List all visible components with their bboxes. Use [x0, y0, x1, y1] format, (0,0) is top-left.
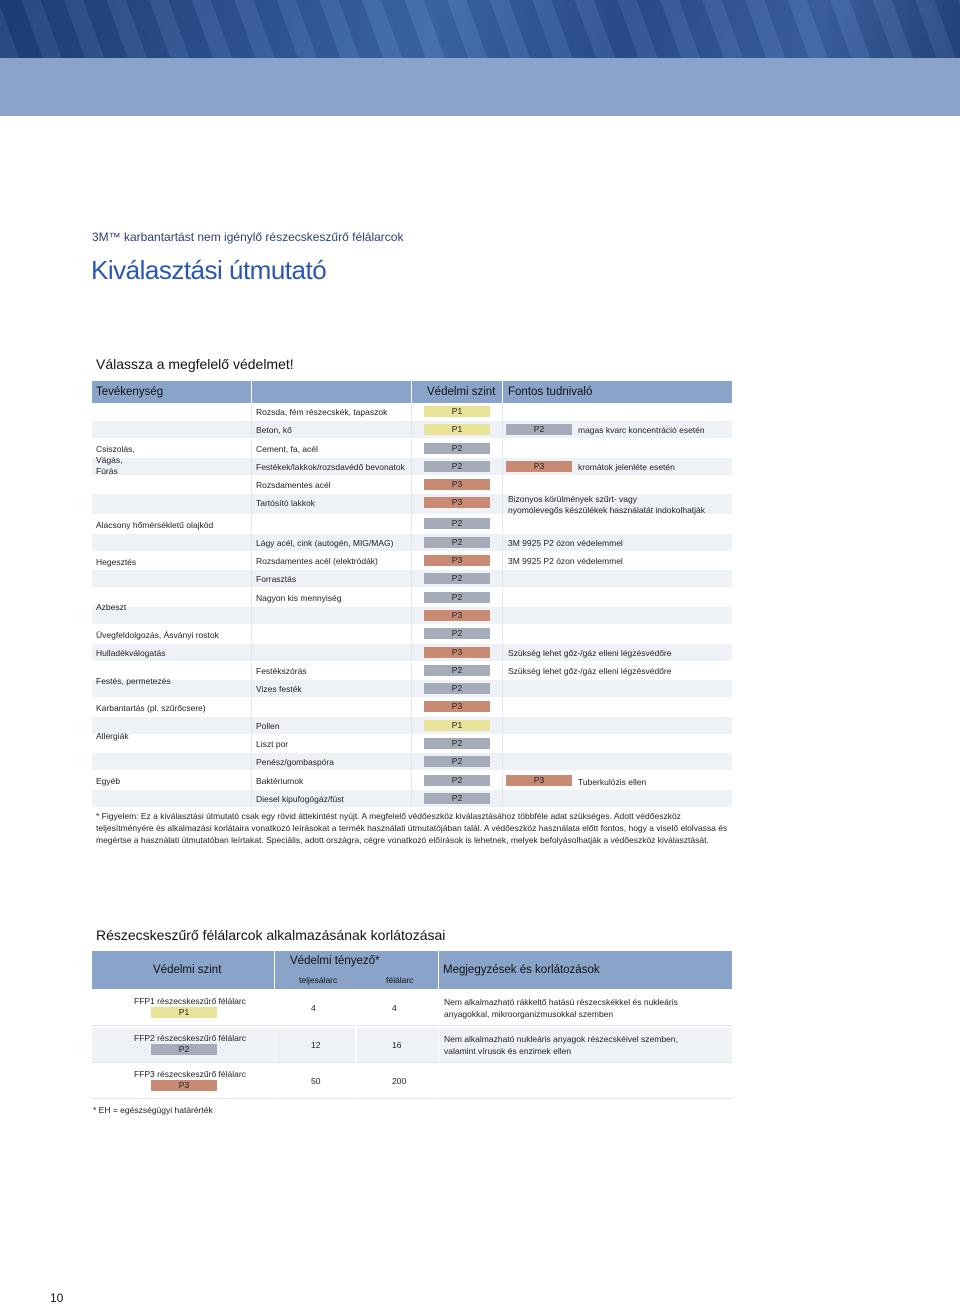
row-level-badge: P3 — [424, 479, 490, 490]
row-level-badge: P2 — [424, 738, 490, 749]
limits-col-factor: Védelmi tényező* — [290, 955, 380, 967]
row-sub-activity: Cement, fa, acél — [256, 444, 318, 454]
row-sub-activity: Vizes festék — [256, 684, 302, 694]
row-level-badge: P3 — [424, 647, 490, 658]
limits-col-full: teljesálarc — [299, 975, 338, 985]
limits-footnote: * EH = egészségügyi határérték — [93, 1105, 213, 1115]
row-level-badge: P2 — [424, 628, 490, 639]
row-info: magas kvarc koncentráció esetén — [578, 425, 705, 435]
row-level-badge: P1 — [424, 720, 490, 731]
selection-row-bg — [92, 534, 732, 551]
row-level-badge: P2 — [424, 775, 490, 786]
limits-header-factor — [275, 951, 438, 989]
row-sub-activity: Tartósító lakkok — [256, 498, 316, 508]
row-info: Szükség lehet gőz-/gáz elleni légzésvédőre — [508, 666, 672, 676]
row-sub-activity: Festékszórás — [256, 666, 307, 676]
row-sub-activity: Pollen — [256, 721, 280, 731]
row-info: 3M 9925 P2 ózon védelemmel — [508, 538, 623, 548]
selection-row-bg — [92, 440, 732, 457]
row-info: Tuberkulózis ellen — [578, 777, 647, 787]
row-level-badge: P2 — [424, 443, 490, 454]
limits-row-full: 50 — [311, 1076, 321, 1086]
header-color-band — [0, 58, 960, 116]
row-level-badge: P2 — [424, 756, 490, 767]
row-info: kromátok jelenléte esetén — [578, 462, 675, 472]
selection-row-bg — [92, 680, 732, 697]
page-number: 10 — [50, 1291, 64, 1304]
row-level-badge: P3 — [424, 610, 490, 621]
limits-cell-bg — [357, 991, 438, 1026]
limits-row-half: 4 — [392, 1003, 397, 1013]
header-photo-band — [0, 0, 960, 58]
row-sub-activity: Baktériumok — [256, 776, 304, 786]
group-lowtemp-oil: Alacsony hőmérsékletű olajköd — [96, 520, 214, 530]
limits-row-full: 12 — [311, 1040, 321, 1050]
limits-row-half: 16 — [392, 1040, 402, 1050]
limits-row-notes: Nem alkalmazható nukleáris anyagok részecskéivel szemben, valamint vírusok és enzimek ellen — [444, 1034, 678, 1056]
col-info: Fontos tudnivaló — [508, 386, 593, 398]
group-maintenance: Karbantartás (pl. szűrőcsere) — [96, 703, 206, 713]
row-level-badge: P2 — [424, 537, 490, 548]
group-painting: Festés, permetezés — [96, 676, 171, 686]
group-other: Egyéb — [96, 776, 121, 786]
row-sub-activity: Festékek/lakkok/rozsdavédő bevonatok — [256, 462, 405, 472]
row-level-badge: P3 — [424, 701, 490, 712]
selection-row-bg — [92, 552, 732, 569]
selection-row-bg — [92, 570, 732, 587]
limits-col-half: félálarc — [386, 975, 414, 985]
selection-row-bg — [92, 589, 732, 606]
limits-heading: Részecskeszűrő félálarcok alkalmazásának korlátozásai — [96, 927, 446, 943]
row-info-level-badge: P3 — [506, 775, 572, 786]
limits-row-half: 200 — [392, 1076, 407, 1086]
row-info: Bizonyos körülmények szűrt- vagy nyomólevegős készülékek használatát indokolhatják — [508, 494, 706, 515]
selection-row-bg — [92, 735, 732, 752]
row-level-badge: P2 — [424, 461, 490, 472]
limits-row-name: FFP3 részecskeszűrő félálarc — [134, 1069, 246, 1079]
selection-table-header — [92, 381, 732, 403]
selection-row-bg — [92, 753, 732, 770]
limits-header-level — [92, 951, 274, 989]
row-level-badge: P2 — [424, 518, 490, 529]
limits-col-level: Védelmi szint — [153, 964, 222, 976]
row-sub-activity: Lágy acél, cink (autogén, MIG/MAG) — [256, 538, 394, 548]
row-info-level-badge: P2 — [506, 424, 572, 435]
selection-heading: Válassza a megfelelő védelmet! — [96, 356, 294, 372]
limits-header-notes — [439, 951, 732, 989]
row-level-badge: P3 — [424, 497, 490, 508]
page-title: Kiválasztási útmutató — [91, 255, 327, 285]
limits-row-name: FFP1 részecskeszűrő félálarc — [134, 996, 246, 1006]
group-grinding: Csiszolás, Vágás, Fúrás — [96, 444, 135, 476]
group-asbestos: Azbeszt — [96, 602, 127, 612]
row-level-badge: P2 — [424, 665, 490, 676]
group-welding: Hegesztés — [96, 557, 137, 567]
col-activity: Tevékenység — [96, 386, 164, 398]
selection-row-bg — [92, 476, 732, 493]
limits-cell-bg — [439, 1064, 732, 1099]
selection-row-bg — [92, 403, 732, 420]
selection-note: * Figyelem: Ez a kiválasztási útmutató csak egy rövid áttekintést nyújt. A megfelelő védőeszköz kiválasztásához többféle adat szükséges. Adott védőeszköz teljesítményére és alkalmazási korlátaira vonatkozó leírásokat a termék használati útmutatójában talál. A védőeszköz használata előtt fontos, hogy a viselő elolvassa és megértse a használati útmutatóban leírtakat. Speciális, adott országra, cégre vonatkozó előírások is lehetnek, melyek befolyásolhatják a védőeszköz kiválasztását. — [96, 811, 728, 845]
row-info: 3M 9925 P2 ózon védelemmel — [508, 556, 623, 566]
row-level-badge: P2 — [424, 573, 490, 584]
col-level: Védelmi szint — [427, 386, 496, 398]
limits-row-full: 4 — [311, 1003, 316, 1013]
limits-col-notes: Megjegyzések és korlátozások — [443, 964, 600, 976]
row-level-badge: P2 — [424, 592, 490, 603]
row-sub-activity: Rozsdamentes acél (elektródák) — [256, 556, 378, 566]
limits-row-name: FFP2 részecskeszűrő félálarc — [134, 1033, 246, 1043]
row-sub-activity: Forrasztás — [256, 574, 297, 584]
row-sub-activity: Penész/gombaspóra — [256, 757, 334, 767]
group-waste: Hulladékválogatás — [96, 648, 166, 658]
selection-row-bg — [92, 717, 732, 734]
selection-row-bg — [92, 607, 732, 624]
row-sub-activity: Nagyon kis mennyiség — [256, 593, 342, 603]
row-level-badge: P1 — [424, 406, 490, 417]
page-subtitle: 3M™ karbantartást nem igénylő részecskeszűrő félálarcok — [92, 230, 404, 244]
selection-row-bg — [92, 790, 732, 807]
row-info-level-badge: P3 — [506, 461, 572, 472]
row-level-badge: P2 — [424, 683, 490, 694]
row-sub-activity: Beton, kő — [256, 425, 292, 435]
row-level-badge: P3 — [424, 555, 490, 566]
limits-row-level-badge: P2 — [151, 1044, 217, 1055]
limits-row-notes: Nem alkalmazható rákkeltő hatású részecskékkel és nukleáris anyagokkal, mikroorganizmusokkal szemben — [444, 997, 678, 1019]
limits-row-level-badge: P1 — [151, 1007, 217, 1018]
row-sub-activity: Diesel kipufogógáz/füst — [256, 794, 344, 804]
row-sub-activity: Rozsdamentes acél — [256, 480, 331, 490]
group-allergies: Allergiák — [96, 731, 129, 741]
row-sub-activity: Rozsda, fém részecskék, tapaszok — [256, 407, 388, 417]
limits-row-level-badge: P3 — [151, 1080, 217, 1091]
group-glass: Üvegfeldolgozás, Ásványi rostok — [96, 630, 219, 640]
row-level-badge: P2 — [424, 793, 490, 804]
row-info: Szükség lehet gőz-/gáz elleni légzésvédőre — [508, 648, 672, 658]
row-sub-activity: Liszt por — [256, 739, 289, 749]
row-level-badge: P1 — [424, 424, 490, 435]
